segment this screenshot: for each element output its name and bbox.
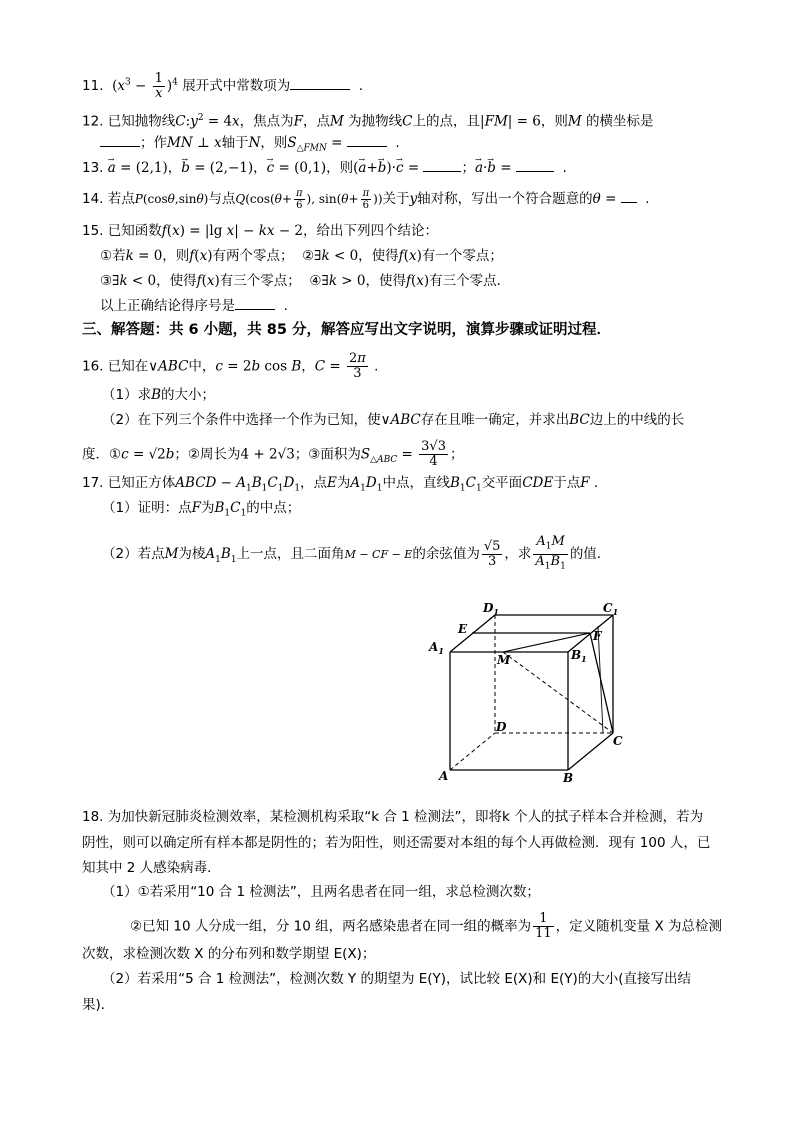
fraction-numerator: 1 xyxy=(533,912,554,927)
question-18-part-2: （2）若采用“5 合 1 检测法”，检测次数 Y 的期望为 E(Y)，试比较 E(X)和 E(Y)的大小(直接写出结 xyxy=(102,971,692,987)
question-15-items-3-4: ③∃k < 0，使得f(x)有三个零点； ④∃k > 0，使得f(x)有三个零点． xyxy=(100,273,511,289)
question-text: 的大小； xyxy=(161,387,216,403)
punct: . xyxy=(395,135,400,151)
answer-blank xyxy=(235,309,275,310)
question-18-line8: 果)． xyxy=(82,997,115,1013)
question-text: ，定义随机变量 X 为总检测 xyxy=(555,918,723,935)
question-text: 中点，直线 xyxy=(382,475,450,491)
question-text: 关于 xyxy=(382,191,410,207)
question-15: 15. 已知函数f(x) = |lg x| − kx − 2，给出下列四个结论： xyxy=(82,223,439,239)
question-text: ；作 xyxy=(140,135,167,151)
question-text: 的值． xyxy=(569,546,611,563)
question-text: 有两个零点； xyxy=(212,248,294,264)
answer-blank xyxy=(290,89,350,90)
question-text: ①若 xyxy=(100,248,126,264)
question-text: 以上正确结论得序号是 xyxy=(100,298,235,314)
question-text: 为 xyxy=(200,500,215,516)
question-text: 上的点，且 xyxy=(412,113,481,130)
question-text: 的横坐标是 xyxy=(585,113,654,130)
question-18-part-1-1: （1）①若采用“10 合 1 检测法”，且两名患者在同一组，求总检测次数； xyxy=(102,884,540,900)
question-text: 交平面 xyxy=(481,475,523,491)
question-text: 为棱 xyxy=(178,546,206,563)
section-heading: 三、解答题：共 6 小题，共 85 分，解答应写出文字说明，演算步骤或证明过程． xyxy=(82,322,611,338)
label-F: F xyxy=(593,629,602,643)
question-12: 12. 已知抛物线$C:y^2 = 4x$，焦点为F，点M 为抛物线C上的点，且|FM| = 6，则M 的横坐标是 xyxy=(82,113,654,130)
question-12-line2: ；作MN ⊥ x轴于N，则$S_{\triangle FMN}$ = . xyxy=(100,134,400,158)
question-text: ④ xyxy=(309,273,322,289)
punct: . xyxy=(374,358,379,375)
question-text: 若点 xyxy=(107,191,135,207)
cube-figure xyxy=(420,595,640,795)
question-text: ，则 xyxy=(540,113,568,130)
question-text: ； xyxy=(461,160,475,176)
question-text: （1）求 xyxy=(102,387,152,403)
question-text: 已知抛物线 xyxy=(107,113,176,130)
question-text: ，使得 xyxy=(365,273,406,289)
question-text: ；②周长为 xyxy=(174,446,241,463)
question-text: ，则 xyxy=(260,135,288,151)
question-text: ； xyxy=(449,446,464,463)
question-number: 15. xyxy=(82,223,104,239)
question-number: 13. xyxy=(82,160,104,176)
question-number: 14. xyxy=(82,191,104,207)
question-text: 已知正方体 xyxy=(107,475,176,491)
question-text: 边上的中线的长 xyxy=(589,412,685,428)
question-text: （2）在下列三个条件中选择一个作为已知，使 xyxy=(102,412,381,428)
hidden-edge-AD xyxy=(450,733,495,770)
question-text: 有三个零点； xyxy=(219,273,301,289)
question-16-part-1: （1）求B的大小； xyxy=(102,387,216,403)
question-text: ，点 xyxy=(300,475,328,491)
segment-FC xyxy=(590,633,613,733)
question-text: 为抛物线 xyxy=(348,113,403,130)
question-18-line1: 18. 为加快新冠肺炎检测效率，某检测机构采取“k 合 1 检测法”，即将k 个人的拭子样本合并检测，若为 xyxy=(82,809,704,825)
question-text: 有一个零点； xyxy=(421,248,503,264)
edge-BC xyxy=(568,733,613,770)
question-text: ，使得 xyxy=(358,248,399,264)
punct: . xyxy=(645,191,650,207)
question-16-conditions: 度．①c = √2b；②周长为4 + 2√3；③面积为$S_{\triangle ABC}$ = $\frac{3√3}{4}$ ； xyxy=(82,439,464,469)
question-text: 展开式中常数项为 xyxy=(182,78,291,94)
punct: . xyxy=(358,78,364,94)
question-text: ，则 xyxy=(326,160,354,176)
question-16-part-2: （2）在下列三个条件中选择一个作为已知，使∨ABC存在且唯一确定，并求出BC边上的中线的长 xyxy=(102,412,685,428)
formula: C xyxy=(175,113,186,130)
label-A: A xyxy=(439,769,449,783)
question-18-line6: 次数，求检测次数 X 的分布列和数学期望 E(X)； xyxy=(82,946,376,962)
question-13: 13. → a = (2,1)，→ b = (2,−1)，→ c = (0,1)，则(→ a+→ b)·→ c = ；→ a·→ b = . xyxy=(82,159,567,177)
label-C1: $C_1$ xyxy=(603,601,619,617)
question-text: 为 xyxy=(336,475,351,491)
punct: . xyxy=(593,475,599,491)
label-M: M xyxy=(497,653,511,667)
question-18-part-1-2 xyxy=(130,912,722,941)
question-text: 轴于 xyxy=(221,135,249,151)
fraction-denominator: 11 xyxy=(535,926,552,941)
question-text: ；③面积为 xyxy=(294,446,361,463)
question-18-line3: 知其中 2 人感染病毒． xyxy=(82,860,221,876)
question-15-answer-line xyxy=(100,297,288,315)
question-text: ③ xyxy=(100,273,113,289)
question-text: ，则 xyxy=(162,248,190,264)
label-D1: $D_1$ xyxy=(483,601,499,617)
question-14: 14. 若点P(cosθ,sinθ)与点Q(cos(θ+ $\frac{\pi}{6}$ ), sin(θ+ $\frac{\pi}{6}$ ))关于y轴对称，写出一个符合题意的θ = . xyxy=(82,188,650,211)
question-16: 16. 已知在∨ABC中，c = 2b cos B，C = $\frac{2\pi}{3}$ . xyxy=(82,351,379,381)
question-text: 与点 xyxy=(208,191,236,207)
question-text: 存在且唯一确定，并求出 xyxy=(420,412,570,428)
question-text: 的余弦值为 xyxy=(412,546,480,563)
question-text: ，点 xyxy=(303,113,331,130)
question-text: ②已知 10 人分成一组，分 10 组，两名感染患者在同一组的概率为 xyxy=(130,918,532,935)
question-text: 有三个零点． xyxy=(429,273,511,289)
label-B: B xyxy=(563,771,574,785)
question-text: ，给出下列四个结论： xyxy=(303,223,439,239)
label-C: C xyxy=(613,734,623,748)
answer-blank xyxy=(516,171,554,172)
question-17: 17. 已知正方体ABCD − $A_1B_1C_1D_1$，点E为$A_1D_1$中点，直线$B_1C_1$交平面CDE于点F . xyxy=(82,475,599,494)
question-text: 度．① xyxy=(82,446,122,463)
question-17-part-1: （1）证明：点F为$B_1C_1$的中点； xyxy=(102,500,301,519)
question-number: 16. xyxy=(82,358,104,375)
question-text: （2）若点 xyxy=(102,546,165,563)
question-18-line2: 阴性，则可以确定所有样本都是阴性的；若为阳性，则还需要对本组的每个人再做检测．现有 100 人，已 xyxy=(82,835,711,851)
question-text: 中， xyxy=(188,358,216,375)
question-text: ，使得 xyxy=(156,273,197,289)
question-number: 17. xyxy=(82,475,104,491)
label-E: E xyxy=(458,622,468,636)
question-number: 11. xyxy=(82,78,104,94)
question-text: 的中点； xyxy=(246,500,301,516)
question-text: 轴对称，写出一个符合题意的 xyxy=(417,191,593,207)
question-text: （1）证明：点 xyxy=(102,500,192,516)
answer-blank xyxy=(347,146,387,147)
question-11 xyxy=(82,72,363,101)
formula: ($x^3$ − $\frac{1}{x}$ )$^4$ xyxy=(107,71,178,101)
label-B1: $B_1$ xyxy=(571,648,587,664)
question-text: 已知函数 xyxy=(107,223,162,239)
punct: . xyxy=(283,298,288,314)
question-text: ，求 xyxy=(504,546,532,563)
punct: . xyxy=(562,160,567,176)
answer-blank xyxy=(100,146,140,147)
question-text: 于点 xyxy=(553,475,581,491)
question-number: 12. xyxy=(82,113,104,130)
answer-blank xyxy=(621,202,637,203)
answer-blank xyxy=(423,171,461,172)
question-text: ② xyxy=(302,248,315,264)
label-D: D xyxy=(496,720,507,734)
question-text: ， xyxy=(301,358,315,375)
question-text: ，焦点为 xyxy=(239,113,294,130)
label-A1: $A_1$ xyxy=(429,640,444,656)
question-15-items-1-2: ①若k = 0，则f(x)有两个零点； ②∃k < 0，使得f(x)有一个零点； xyxy=(100,248,503,264)
question-text: 已知在 xyxy=(107,358,149,375)
question-17-part-2: （2）若点M为棱$A_1B_1$上一点，且二面角M − CF − E的余弦值为 $\frac{√5}{3}$ ，求 $\frac{A_1M}{A_1B_1}$ 的值． xyxy=(102,534,611,572)
question-text: 上一点，且二面角 xyxy=(236,546,345,563)
